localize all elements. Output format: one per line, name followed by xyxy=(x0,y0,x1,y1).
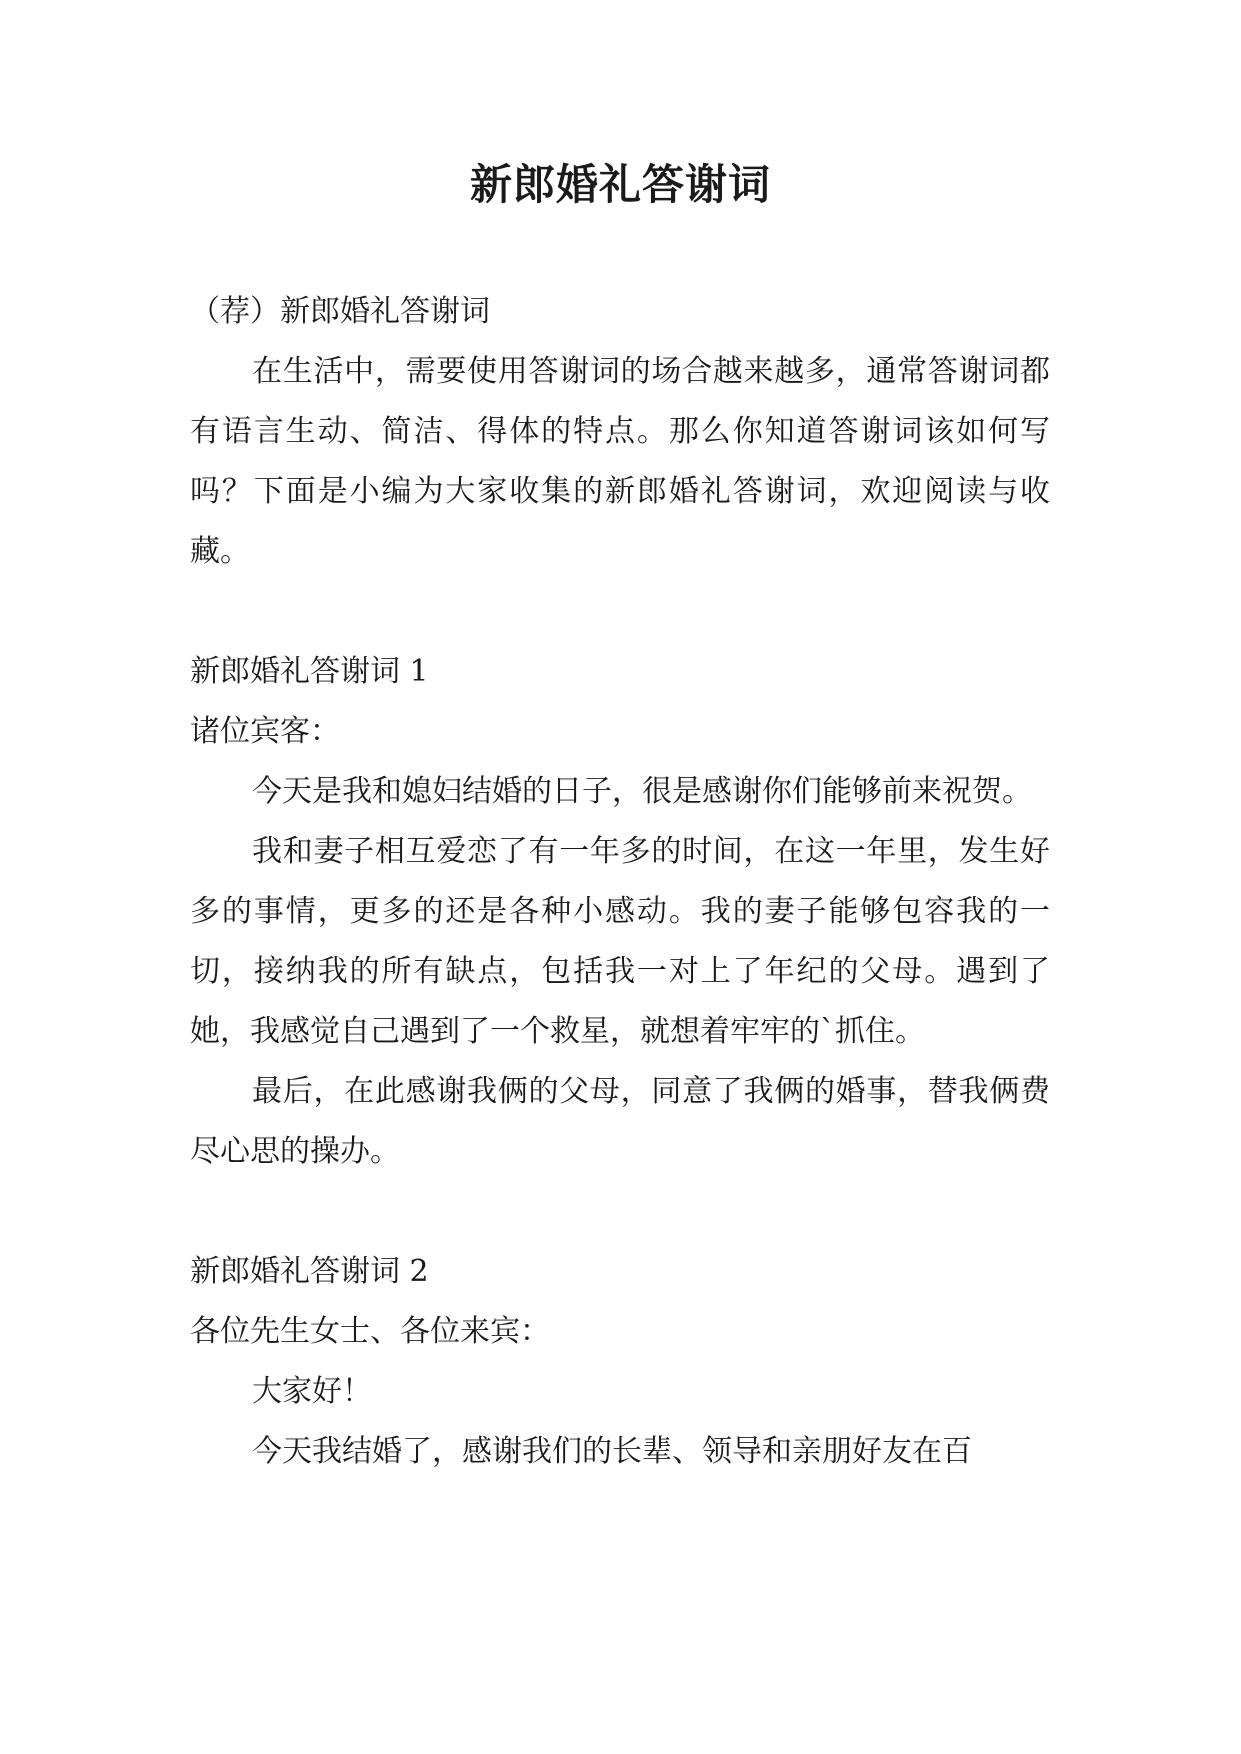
body-paragraph: 今天是我和媳妇结婚的日子，很是感谢你们能够前来祝贺。 xyxy=(252,774,1032,809)
intro-paragraph: 在生活中，需要使用答谢词的场合越来越多，通常答谢词都有语言生动、简洁、得体的特点。那么你知道答谢词该如何写吗？下面是小编为大家收集的新郎婚礼答谢词，欢迎阅读与收藏。 xyxy=(190,354,1050,569)
salutation-2: 各位先生女士、各位来宾： xyxy=(190,1314,550,1349)
body-paragraph: 我和妻子相互爱恋了有一年多的时间，在这一年里，发生好多的事情，更多的还是各种小感动。我的妻子能够包容我的一切，接纳我的所有缺点，包括我一对上了年纪的父母。遇到了她，我感觉自己遇到了一个救星，就想着牢牢的`抓住。 xyxy=(190,834,1050,1049)
section-spacer xyxy=(190,1182,1050,1242)
section-heading-1: 新郎婚礼答谢词 1 xyxy=(190,654,429,689)
document-title: 新郎婚礼答谢词 xyxy=(469,160,771,209)
section-heading-2: 新郎婚礼答谢词 2 xyxy=(190,1254,429,1289)
salutation-1: 诸位宾客： xyxy=(190,714,340,749)
body-paragraph: 今天我结婚了，感谢我们的长辈、领导和亲朋好友在百 xyxy=(252,1434,972,1469)
body-paragraph: 大家好！ xyxy=(252,1374,372,1409)
subtitle: （荐）新郎婚礼答谢词 xyxy=(190,294,490,329)
section-spacer xyxy=(190,582,1050,642)
body-paragraph: 最后，在此感谢我俩的父母，同意了我俩的婚事，替我俩费尽心思的操办。 xyxy=(190,1074,1050,1169)
document-body xyxy=(190,282,1050,1482)
